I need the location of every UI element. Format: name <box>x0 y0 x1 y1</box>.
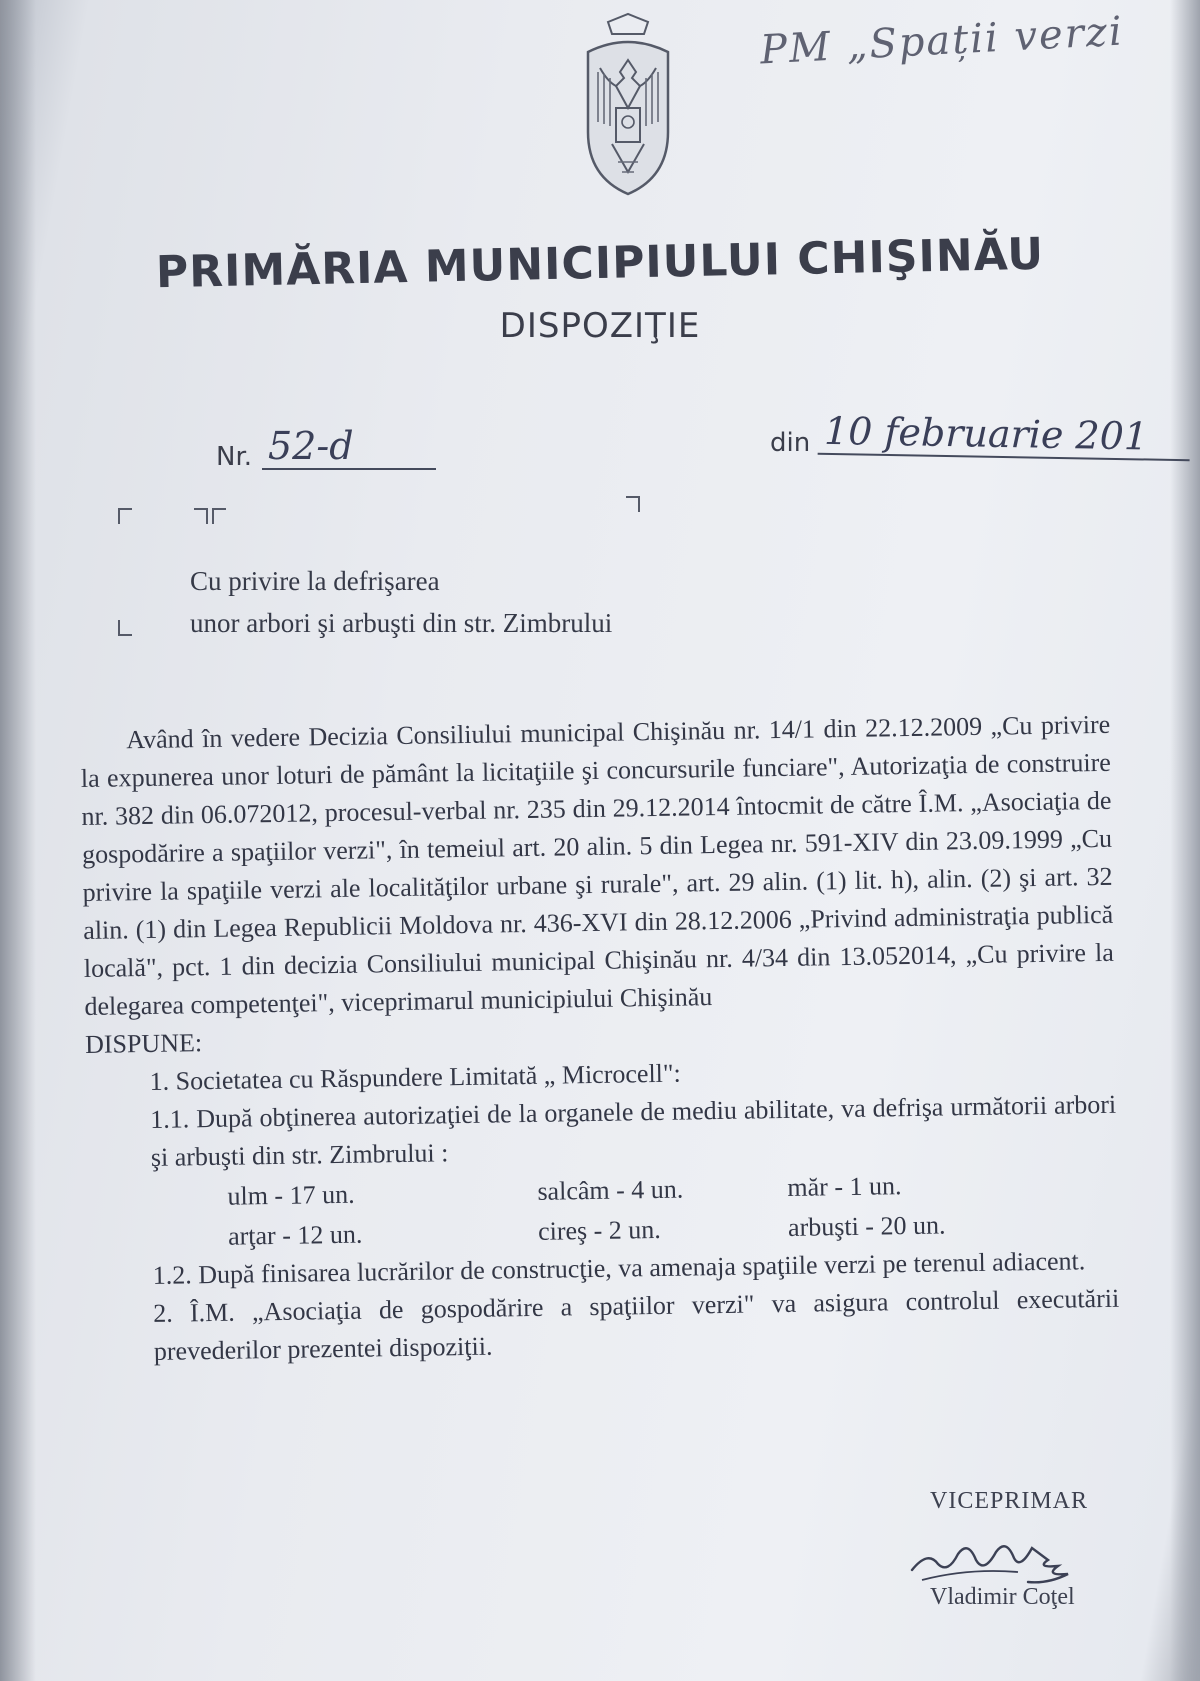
subject-block <box>190 560 612 644</box>
number-label: Nr. <box>216 442 253 472</box>
item-1-1: 1.1. După obţinerea autorizaţiei de la organele de mediu abilitate, va defrişa următorii arbori şi arbuşti din str. Zimbrului : <box>150 1089 1117 1172</box>
item-1: 1. Societatea cu Răspundere Limitată „ Microcell": <box>149 1058 681 1096</box>
corner-mark <box>118 508 132 524</box>
document-number: 52-d <box>262 424 436 470</box>
tree-count: ulm - 17 un. <box>227 1179 355 1211</box>
subject-line: Cu privire la defrişarea <box>190 566 440 596</box>
signatory-name: Vladimir Coţel <box>930 1584 1075 1610</box>
document-date: 10 februarie 201 <box>818 409 1191 461</box>
tree-count: măr - 1 un. <box>787 1171 902 1202</box>
document-body <box>80 706 1120 1372</box>
corner-mark <box>118 620 132 636</box>
corner-mark <box>626 496 640 512</box>
tree-count: salcâm - 4 un. <box>537 1174 684 1206</box>
preamble-paragraph: Având în vedere Decizia Consiliului municipal Chişinău nr. 14/1 din 22.12.2009 „Cu privire la expunerea unor loturi de pământ la licitaţiile şi concursurile funciare", Autorizaţia de construire nr. 382 din 06.072012, procesul-verbal nr. 235 din 29.12.2014 întocmit de către Î.M. „Asociaţia de gospodărire a spaţiilor verzi", în temeiul art. 20 alin. 5 din Legea nr. 591-XIV din 23.09.1999 „Cu privire la spaţiile verzi ale localităţilor urbane şi rurale", art. 29 alin. (1) lit. h), alin. (2) şi art. 32 alin. (1) din Legea Republicii Moldova nr. 436-XVI din 28.12.2006 „Privind administraţia publică locală", pct. 1 din decizia Consiliului municipal Chişinău nr. 4/34 din 13.052014, „Cu privire la delegarea competenţei", viceprimarul municipiului Chişinău <box>80 709 1114 1021</box>
handwritten-note: PM „Spații verzi <box>759 8 1125 74</box>
corner-mark <box>212 508 226 524</box>
signatory-title: VICEPRIMAR <box>930 1488 1089 1514</box>
item-1-2: 1.2. După finisarea lucrărilor de construcţie, va amenaja spaţiile verzi pe terenul adiacent. <box>152 1246 1086 1290</box>
tree-count: arbuşti - 20 un. <box>787 1210 946 1242</box>
dispune-heading: DISPUNE: <box>84 1028 203 1059</box>
document-type: DISPOZIŢIE <box>499 306 701 346</box>
tree-list <box>227 1162 1118 1256</box>
subject-line: unor arbori şi arbuşti din str. Zimbrului <box>190 608 613 638</box>
date-label: din <box>770 428 811 458</box>
tree-count: arţar - 12 un. <box>227 1219 363 1251</box>
item-2: 2. Î.M. „Asociaţia de gospodărire a spaţiilor verzi" va asigura controlul executării prevederilor prezentei dispoziţii. <box>153 1283 1120 1366</box>
corner-mark <box>194 508 208 524</box>
tree-count: cireş - 2 un. <box>537 1214 662 1246</box>
coat-of-arms-icon <box>578 12 678 198</box>
institution-title: PRIMĂRIA MUNICIPIULUI CHIŞINĂU <box>155 228 1045 299</box>
